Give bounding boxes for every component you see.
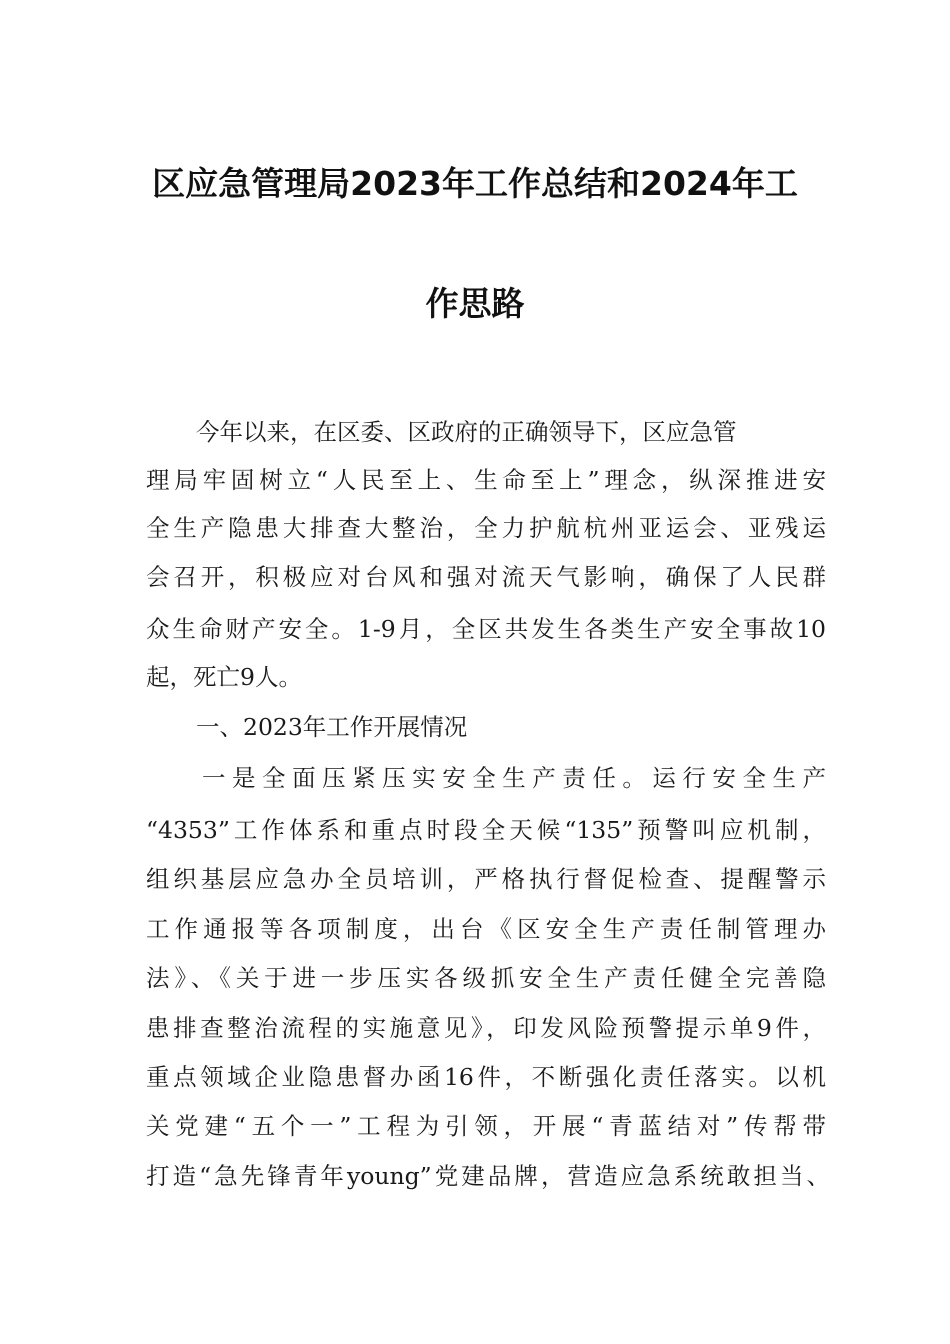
paragraph-2-line-3: 组织基层应急办全员培训，严格执行督促检查、提醒警示: [146, 865, 826, 893]
paragraph-2-line-4: 工作通报等各项制度，出台《区安全生产责任制管理办: [146, 915, 826, 943]
document-title-line-2: 作思路: [425, 284, 525, 323]
paragraph-2-line-6: 患排查整治流程的实施意见》，印发风险预警提示单9件，: [146, 1014, 826, 1042]
paragraph-2-line-5: 法》、《关于进一步压实各级抓安全生产责任健全完善隐: [146, 964, 826, 992]
section-heading-1: 一、2023年工作开展情况: [196, 713, 468, 741]
paragraph-1-line-6: 起，死亡9人。: [146, 663, 302, 691]
paragraph-2-line-2: “4353”工作体系和重点时段全天候“135”预警叫应机制，: [146, 816, 826, 844]
paragraph-2-line-1: 一是全面压紧压实安全生产责任。运行安全生产: [202, 764, 826, 792]
paragraph-1-line-5: 众生命财产安全。1-9月，全区共发生各类生产安全事故10: [146, 615, 826, 643]
paragraph-2-line-7: 重点领域企业隐患督办函16件，不断强化责任落实。以机: [146, 1063, 826, 1091]
document-title-line-1: 区应急管理局2023年工作总结和2024年工: [152, 164, 798, 203]
paragraph-1-line-3: 全生产隐患大排查大整治，全力护航杭州亚运会、亚残运: [146, 514, 826, 542]
paragraph-2-line-8: 关党建“五个一”工程为引领，开展“青蓝结对”传帮带: [146, 1112, 826, 1140]
paragraph-1-line-1: 今年以来，在区委、区政府的正确领导下，区应急管: [196, 418, 737, 446]
paragraph-2-line-9: 打造“急先锋青年young”党建品牌，营造应急系统敢担当、: [146, 1162, 830, 1190]
paragraph-1-line-4: 会召开，积极应对台风和强对流天气影响，确保了人民群: [146, 563, 826, 591]
paragraph-1-line-2: 理局牢固树立“人民至上、生命至上”理念，纵深推进安: [146, 466, 826, 494]
